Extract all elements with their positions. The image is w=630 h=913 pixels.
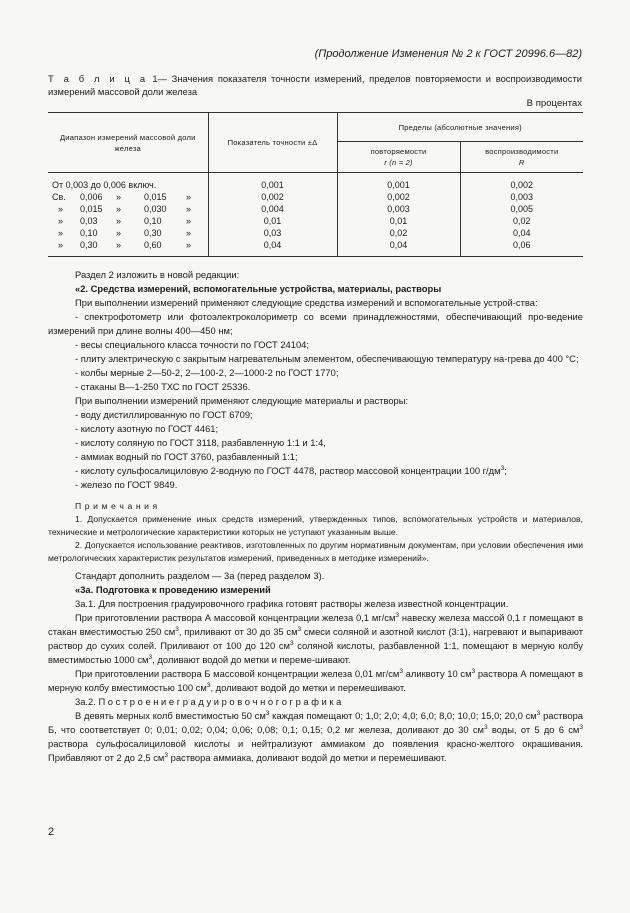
list-item: - железо по ГОСТ 9849. — [75, 479, 178, 490]
note-2: 2. Допускается использование реактивов, изготовленных по другим нормативным документам, при условии обеспечения ими метрологических характеристик результатов измерений, приведенных в методике измерений». — [48, 540, 583, 563]
notes-heading: П р и м е ч а н и я — [75, 501, 158, 511]
table-units: В процентах — [526, 98, 582, 109]
section-heading: «3а. Подготовка к проведению измерений — [75, 584, 271, 595]
header-range: Диапазон измерений массовой доли железа — [48, 113, 208, 173]
list-item: - спектрофотометр или фотоэлектроколориметр со всеми принадлежностями, обеспечивающий про-ведение измерений при длине волны 400—450 нм; — [48, 311, 583, 336]
note-1: 1. Допускается применение иных средств измерений, утвержденных типов, вспомогательных устройств и материалов, технические и метрологические характеристики которых не уступают указанным выше. — [48, 514, 583, 537]
list-item: - плиту электрическую с закрытым нагревательным элементом, обеспечивающую температуру на-грева до 400 °С; — [75, 353, 579, 364]
table-caption-label: Т а б л и ц а — [48, 73, 148, 84]
list-item: - стаканы В—1-250 ТХС по ГОСТ 25336. — [75, 381, 251, 392]
paragraph: 3а.1. Для построения градуировочного графика готовят растворы железа известной концентрации. — [75, 598, 509, 609]
header-reprod: воспроизводимости R — [460, 142, 583, 173]
list-item: - колбы мерные 2—50-2, 2—100-2, 2—1000-2 по ГОСТ 1770; — [75, 367, 339, 378]
section-heading: «2. Средства измерений, вспомогательные устройства, материалы, растворы — [75, 283, 442, 294]
list-item: - воду дистиллированную по ГОСТ 6709; — [75, 409, 253, 420]
table-row: » 0,30 » 0,60 » 0,04 0,04 0,06 — [48, 239, 583, 251]
paragraph: При выполнении измерений применяют следующие материалы и растворы: — [75, 395, 409, 406]
paragraph: Стандарт дополнить разделом — 3а (перед разделом 3). — [75, 570, 325, 581]
paragraph: При приготовлении раствора А массовой концентрации железа 0,1 $мг/см^3$ навеску железа массой 0,1 г помещают в стакан вместимостью 250 $см^3$, приливают от 30 до 35 $см^3$ смеси соляной и азотной кислот (3:1), нагревают и выпаривают раствор до сухих солей. Приливают от 100 до 120 $см^3$ соляной кислоты, разбавленной 1:1, помещают в мерную колбу вместимостью 1000 $см^3$, доливают водой до метки и переме-шивают. — [48, 611, 584, 665]
accuracy-table — [48, 112, 583, 257]
list-item: - кислоту соляную по ГОСТ 3118, разбавленную 1:1 и 1:4, — [75, 437, 326, 448]
paragraph: При приготовлении раствора Б массовой концентрации железа 0,01 $мг/см^3$ аликвоту 10 $см^3$ раствора А помещают в мерную колбу вместимостью 100 $см^3$, доливают водой до метки и перемешивают. — [48, 667, 583, 693]
header-accuracy: Показатель точности ±Δ — [208, 113, 337, 173]
list-item: - кислоту азотную по ГОСТ 4461; — [75, 423, 219, 434]
paragraph: В девять мерных колб вместимостью 50 $см^3$ каждая помещают 0; 1,0; 2,0; 4,0; 6,0; 8,0; 10,0; 15,0; 20,0 $см^3$ раствора Б, что соответствует 0; 0,01; 0,02; 0,04; 0,06; 0,08; 0,1; 0,15; 0,2 мг железа, доливают до 30 $см^3$ воды, от 5 до 6 $см^3$ раствора сульфосалициловой кислоты и нейтрализуют аммиаком до появления красно-желтого окрашивания. Прибавляют от 2 до 2,5 $см^3$ раствора аммиака, доливают водой до метки и перемешивают. — [48, 709, 584, 763]
paragraph: При выполнении измерений применяют следующие средства измерений и вспомогательные устрой-ства: — [75, 297, 538, 308]
running-header: (Продолжение Изменения № 2 к ГОСТ 20996.6—82) — [314, 48, 582, 60]
table-caption-text: 1— Значения показателя точности измерений, пределов повторяемости и воспроизводимости измерений массовой доли железа — [48, 73, 582, 97]
list-item: - кислоту сульфосалициловую 2-водную по ГОСТ 4478, раствор массовой концентрации 100 $г/дм^3$; — [75, 464, 507, 476]
page-number: 2 — [48, 826, 55, 838]
paragraph: Раздел 2 изложить в новой редакции: — [75, 269, 240, 280]
table-row: » 0,10 » 0,30 » 0,03 0,02 0,04 — [48, 227, 583, 239]
header-limits: Пределы (абсолютные значения) — [337, 113, 583, 142]
subsection-heading: 3а.2. П о с т р о е н и е г р а д у и р о в о ч н о г о г р а ф и к а — [75, 696, 342, 707]
table-row: Св. 0,006 » 0,015 » 0,002 0,002 0,003 — [48, 191, 583, 203]
list-item: - аммиак водный по ГОСТ 3760, разбавленный 1:1; — [75, 451, 298, 462]
table-caption — [48, 72, 582, 98]
table-row: » 0,03 » 0,10 » 0,01 0,01 0,02 — [48, 215, 583, 227]
table-row: От 0,003 до 0,006 включ. 0,001 0,001 0,002 — [48, 179, 583, 191]
header-repeat: повторяемости r (n = 2) — [337, 142, 460, 173]
table-row: » 0,015 » 0,030 » 0,004 0,003 0,005 — [48, 203, 583, 215]
list-item: - весы специального класса точности по ГОСТ 24104; — [75, 339, 310, 350]
document-body — [48, 268, 583, 765]
